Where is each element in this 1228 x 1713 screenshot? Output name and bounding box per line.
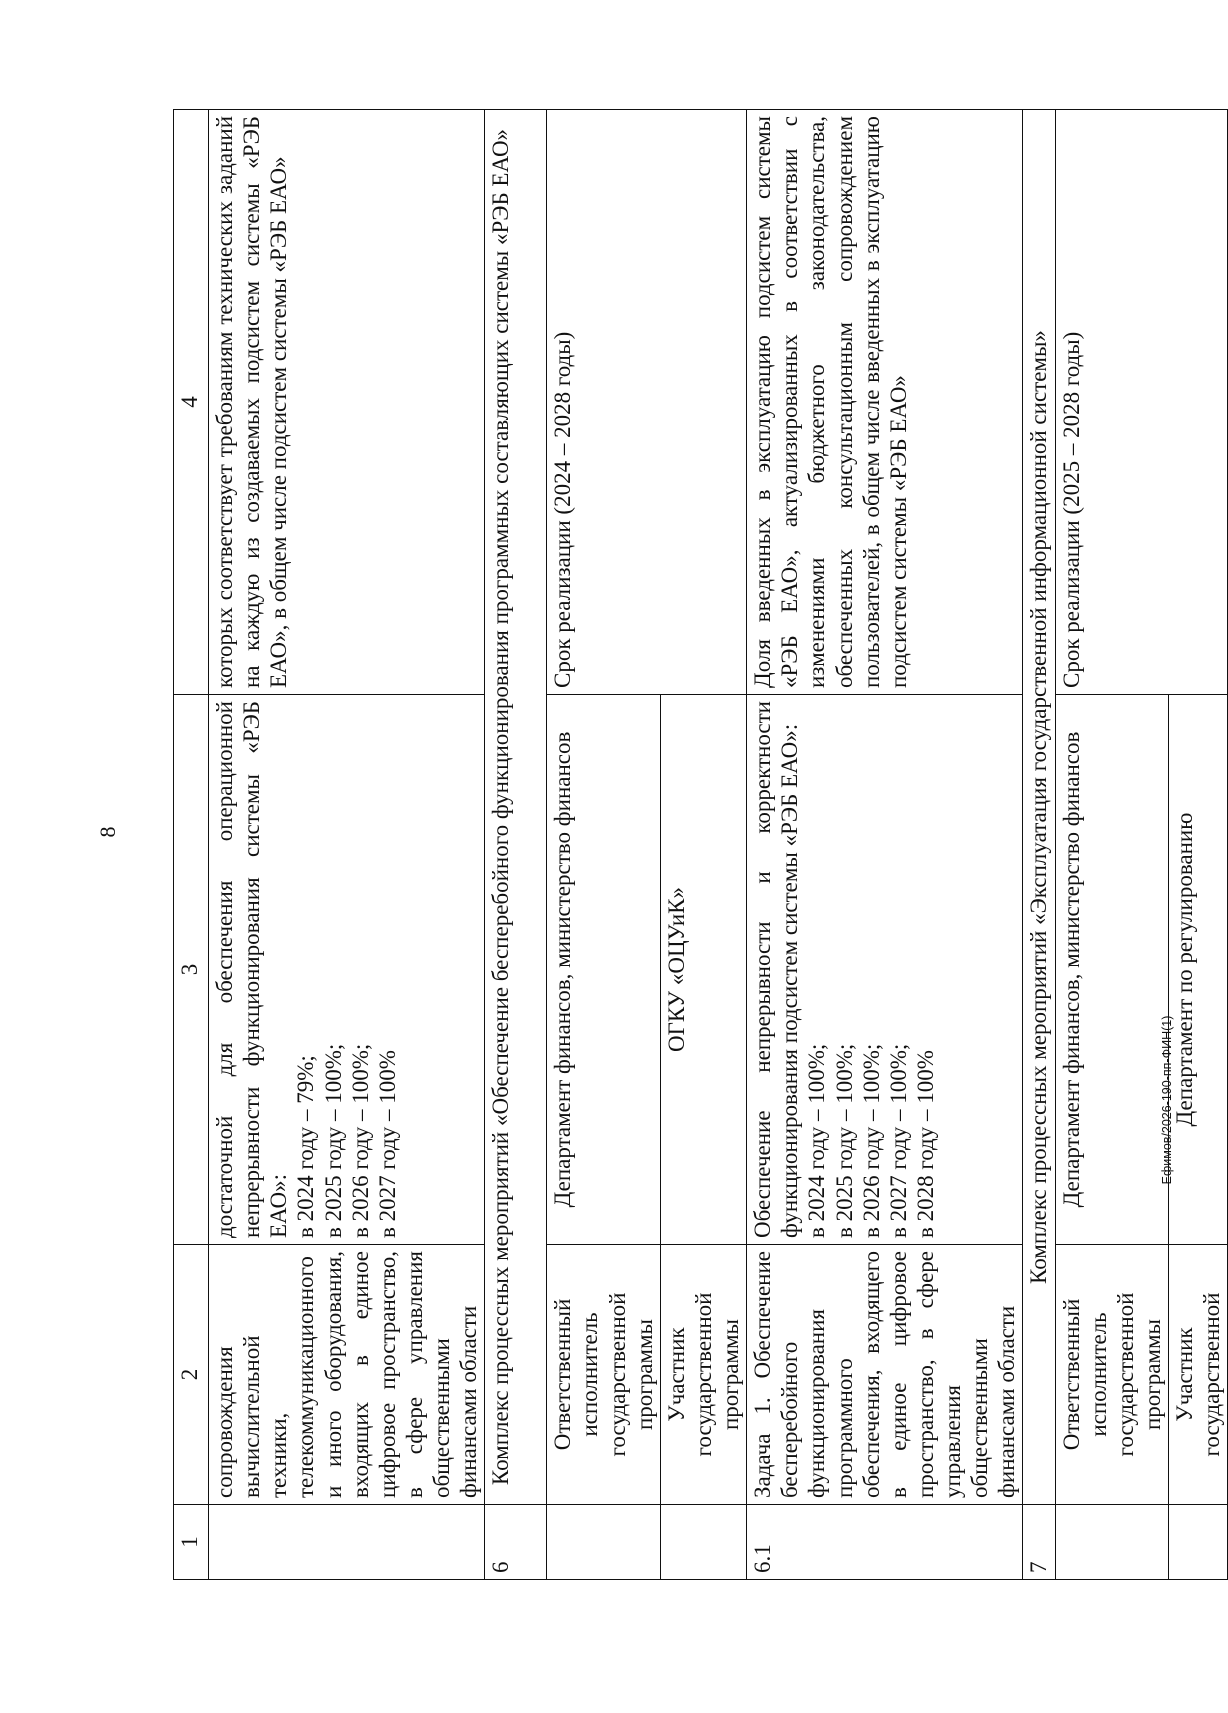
header-row: [174, 110, 209, 1580]
responsible-value: Департамент финансов, министерство финансов: [547, 695, 661, 1245]
indicator-item: в 2026 году – 100%;: [347, 1043, 373, 1238]
responsible-label: Ответственный исполнитель государственной программы: [547, 1245, 661, 1505]
responsible-row: [547, 110, 661, 1580]
cell-num: [209, 1505, 485, 1580]
table-row: [209, 110, 485, 1580]
task-cell: Задача 1. Обеспечение бесперебойного функционирования программного обеспечения, входящего в единое цифровое пространство, в сфере управления общественными финансами области: [747, 1245, 1023, 1505]
section-title: Комплекс процессных мероприятий «Обеспечение бесперебойного функционирования программных составляющих системы «РЭБ ЕАО»: [485, 110, 547, 1505]
responsible-label: Ответственный исполнитель государственной программы: [1055, 1245, 1169, 1505]
term-cell: Срок реализации (2024 – 2028 годы): [547, 110, 747, 695]
cell-num: [1169, 1505, 1228, 1580]
section-row-6: [485, 110, 547, 1580]
footer-code: Ефимов/2026-190-пп-ФИН(1): [1160, 1015, 1174, 1185]
term-cell: Срок реализации (2025 – 2028 годы): [1055, 110, 1228, 695]
cell-num: [1055, 1505, 1169, 1580]
header-col-2: 2: [174, 1245, 209, 1505]
program-table: [173, 109, 1228, 1580]
participant-value: ОГКУ «ОЦУиК»: [660, 695, 746, 1245]
participant-label: Участник государственной программы: [660, 1245, 746, 1505]
section-number: 7: [1023, 1505, 1055, 1580]
task-row: [747, 110, 1023, 1580]
header-col-1: 1: [174, 1505, 209, 1580]
responsible-value: Департамент финансов, министерство финансов: [1055, 695, 1169, 1245]
responsible-row: [1055, 110, 1169, 1580]
cell-num: [547, 1505, 661, 1580]
indicator-item: в 2024 году – 100%;: [804, 1043, 830, 1238]
result-cell: Доля введенных в эксплуатацию подсистем системы «РЭБ ЕАО», актуализированных в соответствии с изменениями бюджетного законодательства, обеспеченных консультационным сопровождением пользователей, в общем числе введенных в эксплуатацию подсистем системы «РЭБ ЕАО»: [747, 110, 1023, 695]
section-row-7: [1023, 110, 1055, 1580]
page-number: 8: [95, 826, 120, 838]
result-cell: которых соответствует требованиям технических заданий на каждую из создаваемых подсистем системы «РЭБ ЕАО», в общем числе подсистем системы «РЭБ ЕАО»: [209, 110, 485, 695]
indicator-item: в 2028 году – 100%: [912, 1050, 938, 1238]
participant-value: Департамент по регулированию: [1169, 695, 1228, 1245]
task-cell: сопровождения вычислительной техники, телекоммуникационного и иного оборудования, входящих в единое цифровое пространство, в сфере управления общественными финансами области: [209, 1245, 485, 1505]
participant-label: Участник государственной: [1169, 1245, 1228, 1505]
section-title: Комплекс процессных мероприятий «Эксплуатация государственной информационной системы»: [1023, 110, 1055, 1505]
indicator-item: в 2026 году – 100%;: [858, 1043, 884, 1238]
indicator-intro: достаточной для обеспечения операционной непрерывности функционирования системы «РЭБ ЕАО»:: [212, 701, 292, 1238]
header-col-4: 4: [174, 110, 209, 695]
indicator-cell: [209, 695, 485, 1245]
indicator-item: в 2025 году – 100%;: [831, 1043, 857, 1238]
indicator-item: в 2027 году – 100%: [374, 1050, 400, 1238]
section-number: 6: [485, 1505, 547, 1580]
indicator-item: в 2027 году – 100%;: [885, 1043, 911, 1238]
indicator-cell: [747, 695, 1023, 1245]
indicator-item: в 2024 году – 79%;: [293, 1055, 319, 1238]
header-col-3: 3: [174, 695, 209, 1245]
indicator-intro: Обеспечение непрерывности и корректности функционирования подсистем системы «РЭБ ЕАО»:: [750, 701, 803, 1238]
task-number: 6.1: [747, 1505, 1023, 1580]
indicator-item: в 2025 году – 100%;: [320, 1043, 346, 1238]
cell-num: [660, 1505, 746, 1580]
